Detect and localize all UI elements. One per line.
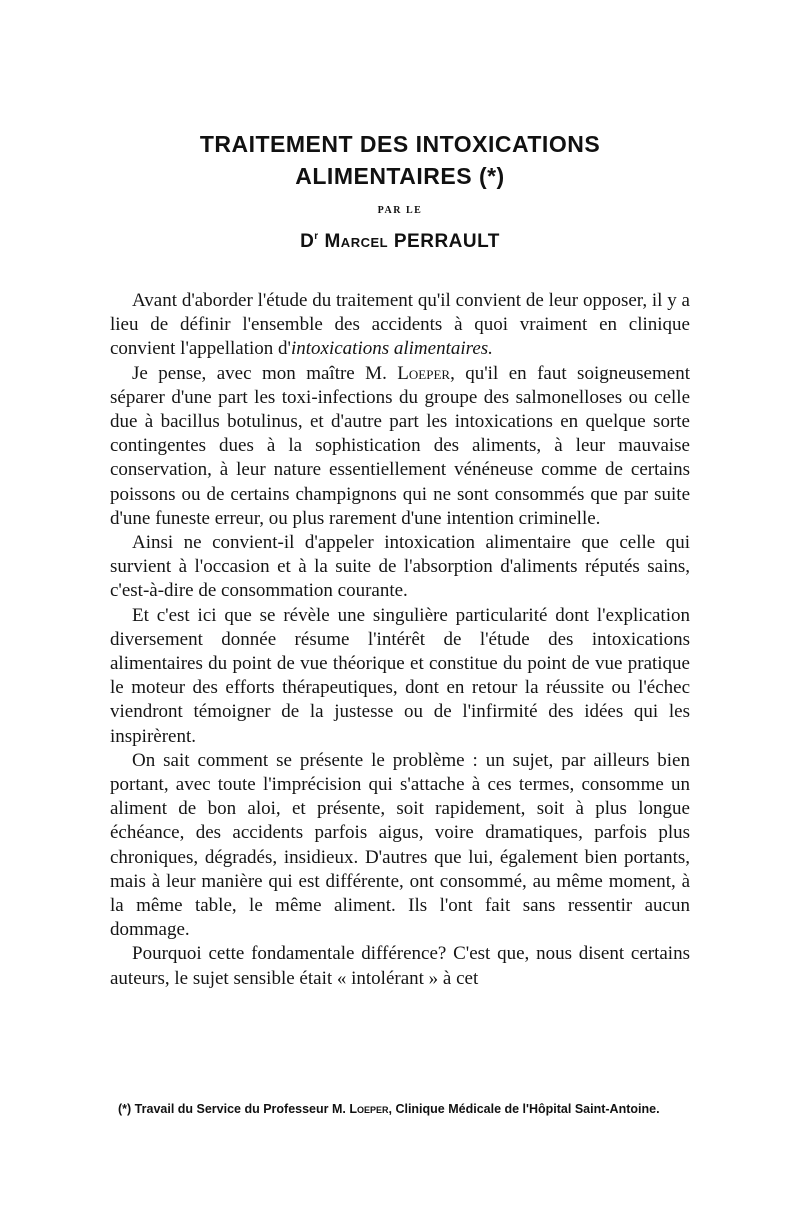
author-lastname: PERRAULT: [393, 231, 500, 252]
byline-par-le: PAR LE: [377, 205, 423, 216]
paragraph-1-text: Avant d'aborder l'étude du traitement qu'il convient de leur opposer, il y a lieu de définir l'ensemble des accidents à quoi vraiment en clinique convient l'appellation d': [110, 290, 690, 360]
paragraph-4: Et c'est ici que se révèle une singulière particularité dont l'explication diversement donnée résume l'intérêt de l'étude des intoxications alimentaires du point de vue théorique et constitue du point de vue pratique le moteur des efforts thérapeutiques, dont en retour la réussite ou l'échec viendront témoigner de la justesse ou de l'infirmité des idées qui les inspirèrent.: [110, 604, 690, 747]
paragraph-3: Ainsi ne convient-il d'appeler intoxication alimentaire que celle qui survient à l'occasion et à la suite de l'absorption d'aliments réputés sains, c'est-à-dire de consommation courante.: [110, 532, 690, 602]
article-title-line-2: ALIMENTAIRES (*): [295, 163, 505, 189]
footnote-mark: (*): [118, 1102, 132, 1116]
author-firstname: Marcel: [324, 231, 389, 252]
paragraph-2: [110, 362, 690, 531]
footnote-text-a: Travail du Service du Professeur M.: [131, 1102, 350, 1116]
paragraph-2-name: Loeper: [397, 362, 451, 384]
author-title-superscript: r: [314, 231, 319, 242]
footnote-text-b: , Clinique Médicale de l'Hôpital Saint-Antoine.: [388, 1102, 660, 1116]
paragraph-2-text-b: , qu'il en faut soigneusement séparer d'une part les toxi-infections du groupe des salmonelloses ou celle due à bacillus botulinus, et d'autre part les intoxications en quelque sorte contingentes dues à la sophistication des aliments, à leur mauvaise conservation, à leur nature essentiellement vénéneuse comme de certains poissons ou de certains champignons qui ne sont consommés que par suite d'une funeste erreur, ou plus rarement d'une intention criminelle.: [110, 362, 690, 529]
paragraph-5: On sait comment se présente le problème : un sujet, par ailleurs bien portant, avec toute l'imprécision qui s'attache à ces termes, consomme un aliment de bon aloi, et présente, soit rapidement, soit à plus longue échéance, des accidents parfois aigus, voire dramatiques, parfois plus chroniques, dégradés, insidieux. D'autres que lui, également bien portants, mais à leur manière qui est différente, ont consommé, au même moment, à la même table, le même aliment. Ils l'ont fait sans ressentir aucun dommage.: [110, 749, 690, 941]
paragraph-1-italic: intoxications alimentaires.: [290, 338, 493, 360]
author-name: [150, 231, 650, 253]
article-body: [110, 289, 690, 991]
footnote-name: Loeper: [349, 1102, 389, 1116]
footnote: [108, 1102, 692, 1117]
author-title-prefix: D: [300, 231, 315, 252]
paragraph-1: [110, 289, 690, 362]
paragraph-6: Pourquoi cette fondamentale différence? C'est que, nous disent certains auteurs, le sujet sensible était « intolérant » à cet: [110, 943, 690, 989]
paragraph-2-text-a: Je pense, avec mon maître M.: [132, 362, 398, 384]
article-title-line-1: TRAITEMENT DES INTOXICATIONS: [199, 131, 601, 157]
